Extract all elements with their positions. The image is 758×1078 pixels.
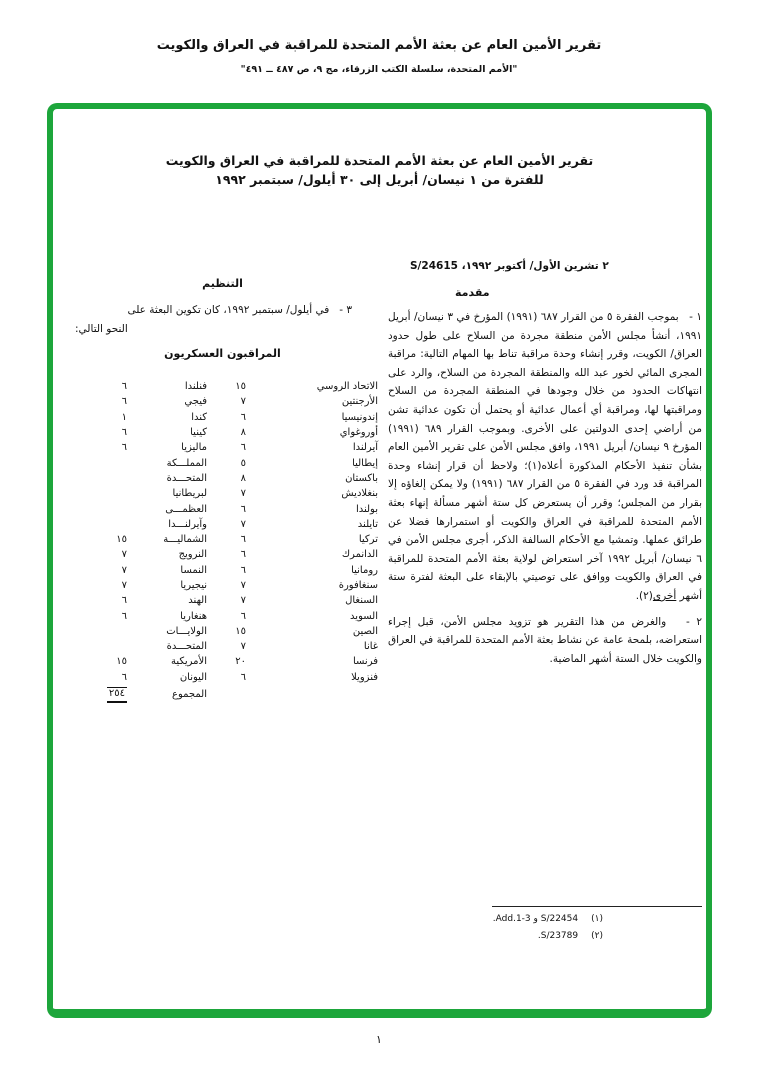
country-a-cell: رومانيا (351, 564, 378, 576)
total-label: المجموع (172, 689, 207, 701)
table-row (45, 578, 378, 593)
country-b-cell: هنغاريا (180, 610, 207, 622)
footnote-2-marker: (٢) (591, 931, 603, 941)
table-row (45, 410, 378, 425)
table-row (45, 670, 378, 685)
country-a-cell: آيرلندا (352, 442, 378, 454)
country-b-cell: العظمـــى (165, 503, 207, 515)
country-a-cell: الصين (352, 625, 378, 637)
num-a-cell: ٧ (240, 580, 246, 591)
country-b-cell: فنلندا (184, 381, 207, 393)
num-a-cell: ٧ (240, 396, 246, 408)
paragraph-1-underlined-word: أخرى (652, 589, 677, 602)
country-b-cell: لبريطانيا (172, 488, 207, 500)
num-b-cell: ٦ (121, 595, 127, 607)
num-a-cell: ١٥ (235, 625, 246, 637)
num-b-cell: ٦ (121, 671, 127, 683)
country-b-cell: المتحـــدة (166, 641, 207, 653)
table-row (45, 639, 378, 654)
country-b-cell: الشماليـــة (163, 534, 207, 546)
table-row (45, 547, 378, 562)
country-b-cell: النمسا (180, 564, 207, 576)
country-b-cell: المتحـــدة (166, 472, 207, 484)
num-a-cell: ٦ (240, 534, 246, 546)
num-a-cell: ٦ (240, 671, 246, 683)
num-a-cell: ٦ (240, 442, 246, 454)
table-row (45, 624, 378, 639)
num-b-cell: ٦ (121, 610, 127, 622)
country-a-cell: غانا (363, 641, 378, 653)
country-a-cell: تركيا (358, 534, 378, 546)
country-a-cell: السنغال (345, 595, 378, 607)
country-a-cell: بولندا (355, 503, 378, 515)
num-a-cell: ١٥ (235, 381, 246, 393)
observers-table (45, 379, 378, 702)
country-a-cell: بنغلاديش (341, 488, 378, 500)
page-header-title: تقرير الأمين العام عن بعثة الأمم المتحدة للمراقبة في العراق والكويت (156, 38, 602, 53)
total-value-cell (45, 687, 127, 703)
country-a-cell: إندونيسيا (341, 411, 378, 423)
table-row (45, 379, 378, 394)
num-a-cell: ٦ (240, 549, 246, 561)
footnote-1-marker: (١) (591, 914, 603, 924)
footnote-1-text: S/22454 و Add.1-3. (492, 914, 579, 924)
num-a-cell: ٦ (240, 503, 246, 515)
country-a-cell: باكستان (345, 472, 378, 484)
num-b-cell: ٦ (121, 427, 127, 439)
num-b-cell: ٧ (121, 549, 127, 561)
paragraph-1-text: ١ - بموجب الفقرة ٥ من القرار ٦٨٧ (١٩٩١) المؤرخ في ٣ نيسان/ أبريل ١٩٩١، أنشأ مجلس الأمن منطقة مجردة من السلاح على طول حدود العراق/ الكويت، وقرر إنشاء وحدة مراقبة تناط بها المهام التالية: مراقبة المجرى المائي لخور عبد الله والمنطقة المجردة من السلاح، والرد على انتهاكات الحدود من خلال وجودها في المنطقة المجردة من السلاح ومراقبتها لها، ومراقبة أي أعمال عدائية أو يحتمل أن تكون عدائية تشن من أراضي إحدى الدولتين على الأخرى. وبموجب القرار ٦٨٩ (١٩٩١) المؤرخ ٩ نيسان/ أبريل ١٩٩١، وافق مجلس الأمن على تقرير الأمين العام بشأن تنفيذ الأحكام المذكورة أعلاه(١)؛ ولاحظ أن قرار إنشاء وحدة المراقبة قد ورد في الفقرة ٥ من القرار ٦٨٧ (١٩٩١) ولا يمكن إلغاؤه إلا بقرار من المجلس؛ وقرر أن يستعرض كل ستة أشهر مسألة إنهاء بعثة الأمم المتحدة للمراقبة في العراق والكويت أو استمرارها فضلا عن طرائق عملها. وتمشيا مع الأحكام السالفة الذكر، أجرى مجلس الأمن في ٦ نيسان/ أبريل ١٩٩٢ آخر استعراض لولاية بعثة الأمم المتحدة للمراقبة في العراق والكويت ووافق على توصيتي بالإبقاء على البعثة لفترة ستة أشهر (388, 311, 703, 602)
footnotes (440, 911, 702, 945)
organization-heading: التنظيم (202, 277, 243, 290)
country-b-cell: المملـــكة (166, 457, 207, 469)
page-number: ١ (376, 1033, 382, 1046)
paragraph-1-footnote-ref: (٢). (635, 589, 653, 602)
country-a-cell: الاتحاد الروسي (316, 381, 378, 393)
footnote-2-text: S/23789. (537, 931, 579, 941)
country-a-cell: إيطاليا (352, 457, 378, 469)
num-b-cell: ١ (121, 411, 127, 423)
paragraph-2: ٢ - والغرض من هذا التقرير هو تزويد مجلس الأمن، قبل إجراء استعراضه، بلمحة عامة عن نشاط بعثة الأمم المتحدة للمراقبة في العراق والكويت خلال الستة أشهر الماضية. (388, 615, 702, 665)
country-b-cell: الولايـــات (166, 625, 207, 637)
num-b-cell: ٦ (121, 396, 127, 408)
country-a-cell: فرنسا (352, 656, 378, 668)
num-a-cell: ٦ (240, 564, 246, 576)
footnote-divider-rule (492, 906, 702, 907)
country-a-cell: تايلند (357, 518, 378, 530)
num-b-cell: ٦ (121, 442, 127, 454)
country-b-cell: كينيا (190, 427, 207, 439)
country-b-cell: الهند (188, 595, 207, 607)
page-header-subtitle: "الأمم المتحدة، سلسلة الكتب الزرقاء، مج ٩، ص ٤٨٧ ــ ٤٩١" (240, 64, 518, 75)
num-a-cell: ٧ (240, 488, 246, 500)
num-a-cell: ٨ (240, 427, 246, 439)
table-row (45, 654, 378, 669)
country-b-cell: نيجيريا (180, 580, 207, 591)
country-a-cell: سنغافورة (338, 580, 378, 591)
country-a-cell: الدانمرك (341, 549, 378, 561)
num-a-cell: ٥ (240, 457, 246, 469)
num-b-cell: ٦ (121, 381, 127, 393)
num-a-cell: ٦ (240, 411, 246, 423)
num-a-cell: ٨ (240, 472, 246, 484)
table-row (45, 563, 378, 578)
paragraph-1 (388, 308, 702, 606)
table-row (45, 486, 378, 501)
table-row (45, 425, 378, 440)
num-b-cell: ٧ (121, 580, 127, 591)
document-symbol-dateline: ٢ تشرين الأول/ أكتوبر ١٩٩٢، S/24615 (410, 260, 609, 272)
table-row (45, 455, 378, 470)
country-b-cell: فيجي (184, 396, 207, 408)
total-value: ٢٥٤ (107, 687, 127, 703)
country-a-cell: أوروغواي (339, 427, 378, 439)
num-a-cell: ٦ (240, 610, 246, 622)
num-a-cell: ٧ (240, 518, 246, 530)
num-b-cell: ١٥ (116, 534, 127, 546)
document-title-line1: تقرير الأمين العام عن بعثة الأمم المتحدة للمراقبة في العراق والكويت (165, 153, 594, 168)
table-row (45, 608, 378, 623)
table-row (45, 440, 378, 455)
document-title (47, 151, 712, 189)
military-observers-heading: المراقبون العسكريون (164, 347, 281, 360)
observers-table-rows (45, 379, 378, 685)
table-row (45, 532, 378, 547)
introduction-heading: مقدمة (455, 286, 490, 299)
num-a-cell: ٧ (240, 641, 246, 653)
country-b-cell: النرويج (178, 549, 207, 561)
table-row (45, 394, 378, 409)
num-b-cell: ٧ (121, 564, 127, 576)
document-title-line2: للفترة من ١ نيسان/ أبريل إلى ٣٠ أيلول/ سبتمبر ١٩٩٢ (215, 172, 544, 187)
country-b-cell: وآيرلنـــدا (168, 518, 207, 530)
country-b-cell: كندا (191, 411, 207, 423)
paragraph-3-line2: النحو التالي: (75, 323, 128, 335)
country-a-cell: فنزويلا (351, 671, 378, 683)
num-a-cell: ٧ (240, 595, 246, 607)
country-a-cell: السويد (350, 610, 378, 622)
paragraph-3 (75, 301, 352, 339)
num-b-cell: ١٥ (116, 656, 127, 668)
introduction-paragraphs (388, 308, 702, 668)
table-row (45, 517, 378, 532)
table-row (45, 471, 378, 486)
country-b-cell: اليونان (179, 671, 207, 683)
num-a-cell: ٢٠ (235, 656, 246, 668)
table-total-row (45, 687, 378, 702)
table-row (45, 593, 378, 608)
footnote-1 (440, 911, 702, 928)
footnote-2 (440, 928, 702, 945)
country-b-cell: الأمريكية (170, 656, 207, 668)
country-b-cell: ماليزيا (181, 442, 207, 454)
country-a-cell: الأرجنتين (341, 396, 378, 408)
paragraph-3-line1: ٣ - في أيلول/ سبتمبر ١٩٩٢، كان تكوين البعثة على (127, 304, 352, 316)
table-row (45, 501, 378, 516)
